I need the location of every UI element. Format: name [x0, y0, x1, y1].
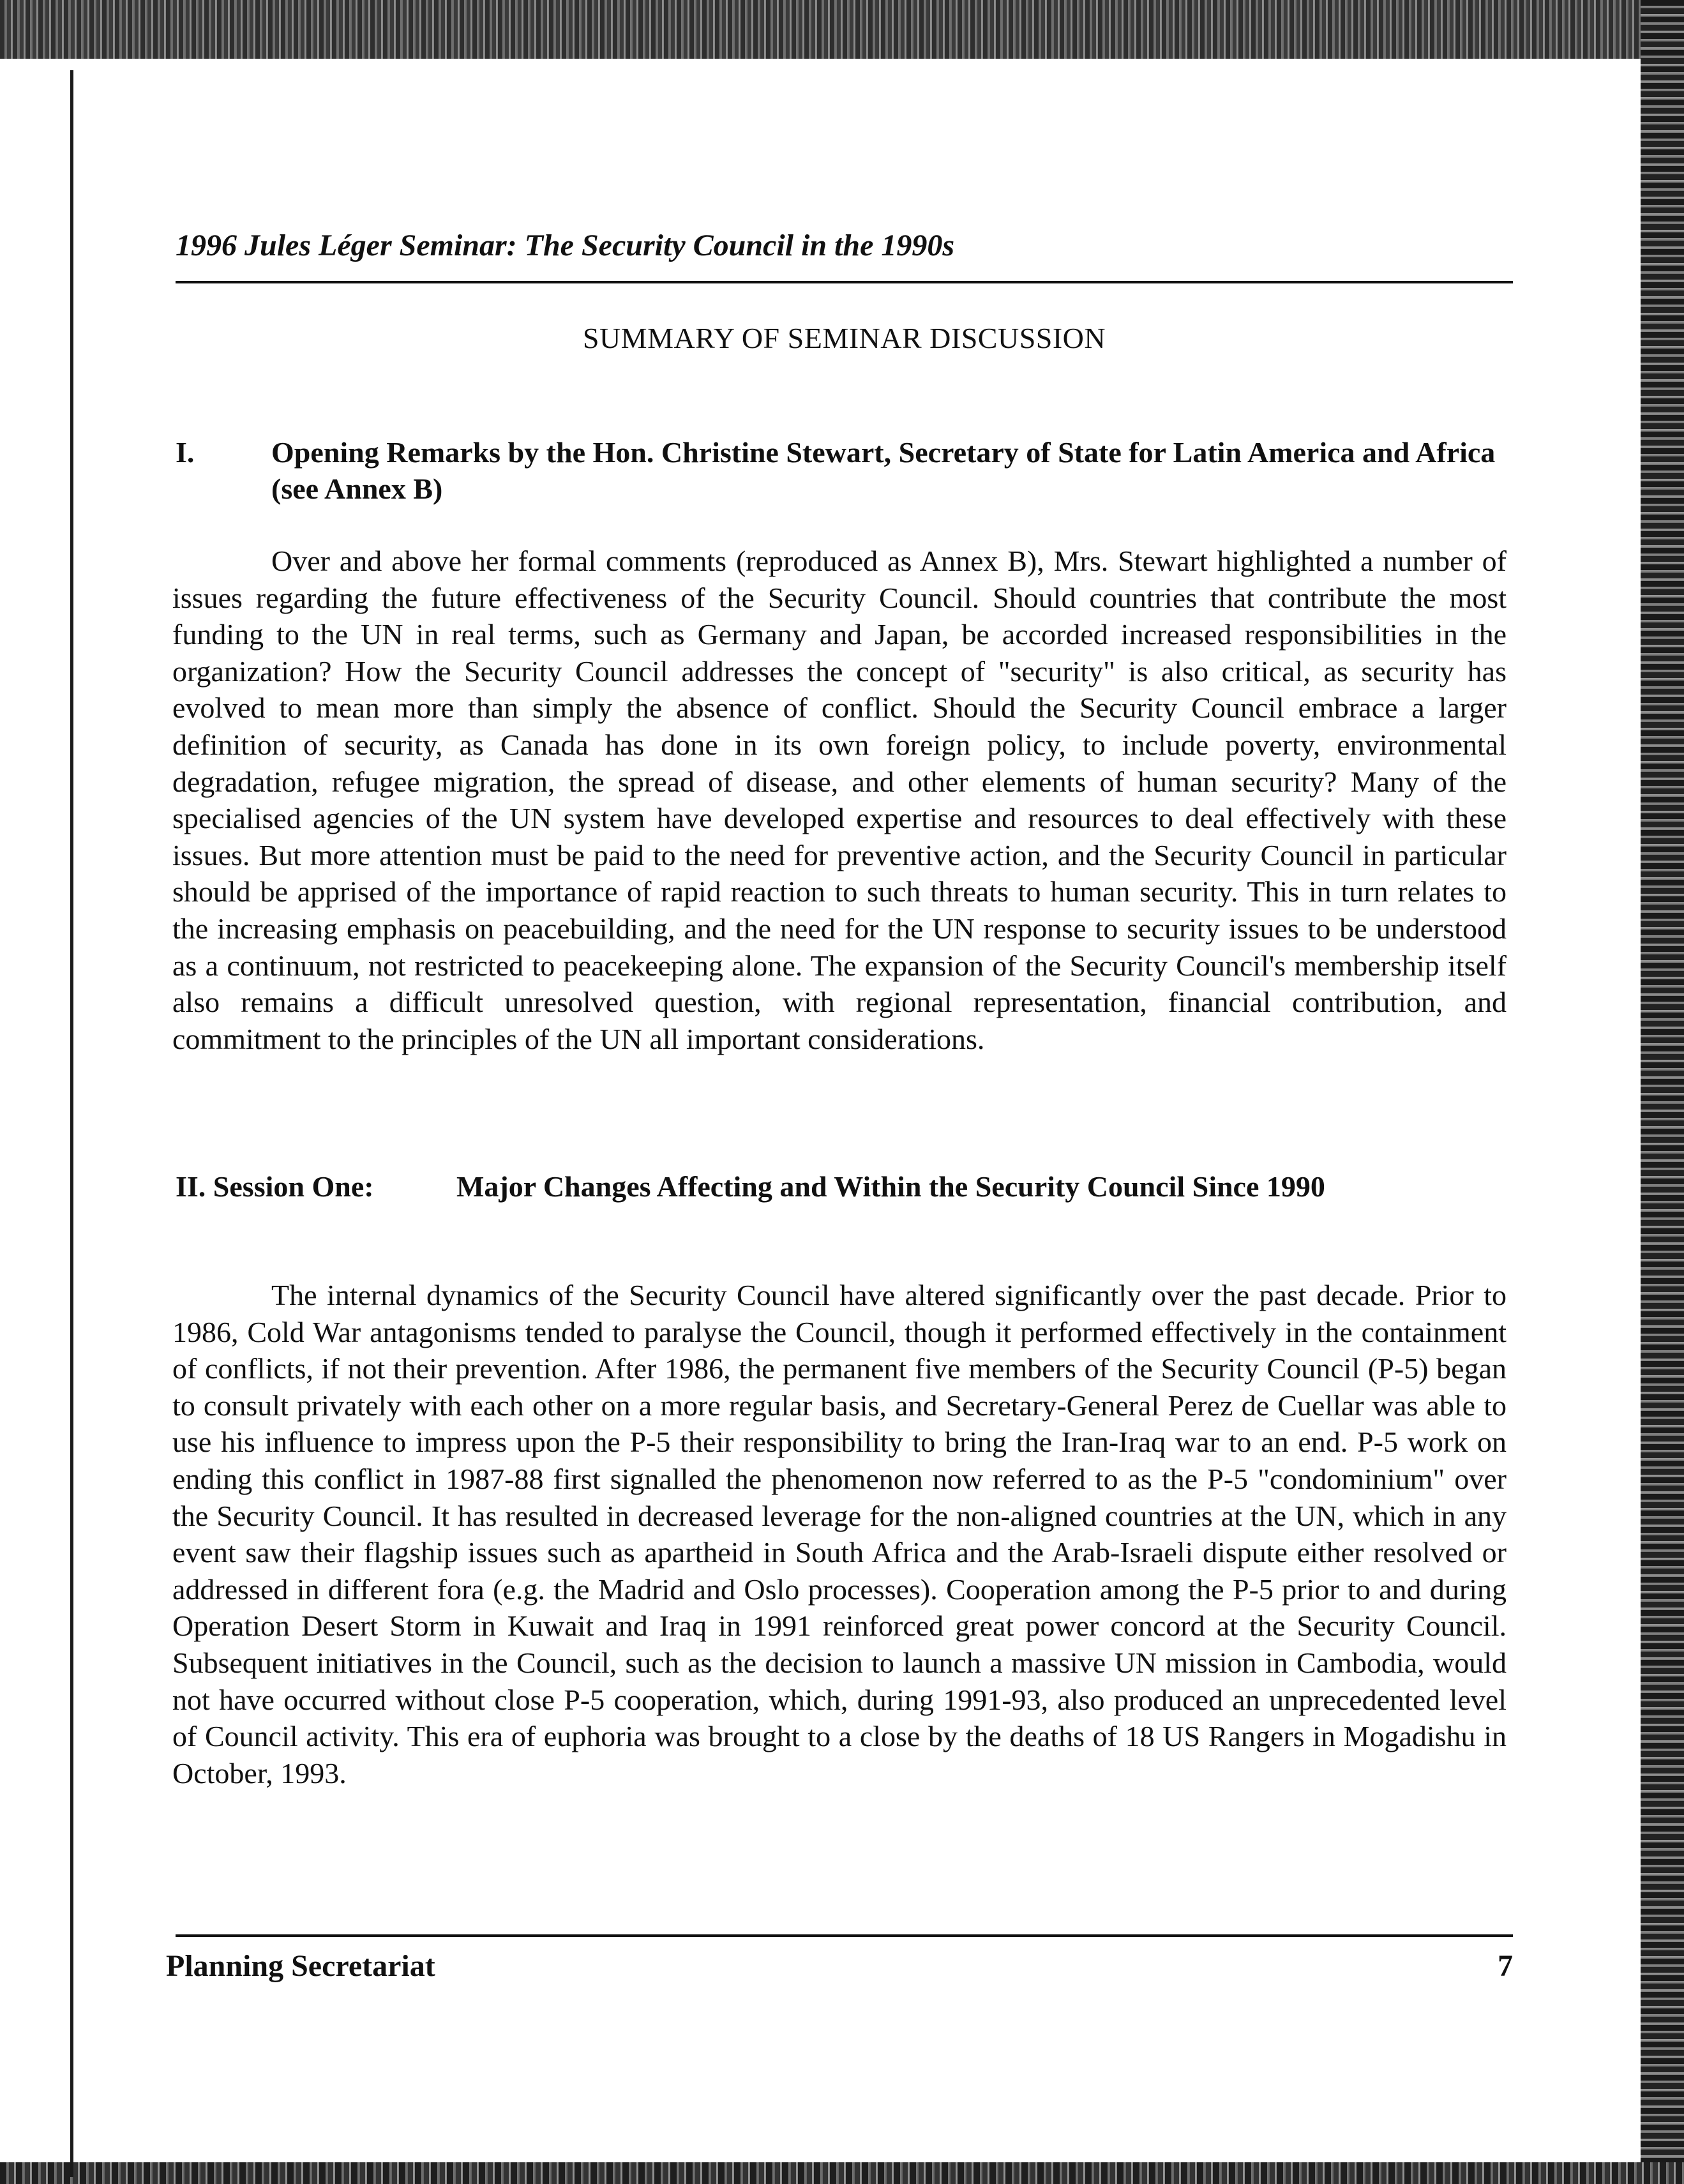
scan-border-top [0, 0, 1684, 59]
footer-rule [176, 1934, 1513, 1937]
section-1-number: I. [176, 436, 195, 469]
page-title: SUMMARY OF SEMINAR DISCUSSION [582, 322, 1106, 354]
running-header: 1996 Jules Léger Seminar: The Security Council in the 1990s [176, 229, 955, 262]
section-2-paragraph: The internal dynamics of the Security Council have altered significantly over the past decade. Prior to 1986, Cold War antagonisms tended to paralyse the Council, though it performed effectively in the containment of conflicts, if not their prevention. After 1986, the permanent five members of the Security Council (P-5) began to consult privately with each other on a more regular basis, and Secretary-General Perez de Cuellar was able to use his influence to impress upon the P-5 their responsibility to bring the Iran-Iraq war to an end. P-5 work on ending this conflict in 1987-88 first signalled the phenomenon now referred to as the P-5 "condominium" over the Security Council. It has resulted in decreased leverage for the non-aligned countries at the UN, which in any event saw their flagship issues such as apartheid in South Africa and the Arab-Israeli dispute either resolved or addressed in different fora (e.g. the Madrid and Oslo processes). Cooperation among the P-5 prior to and during Operation Desert Storm in Kuwait and Iraq in 1991 reinforced great power concord at the Security Council. Subsequent initiatives in the Council, such as the decision to launch a massive UN mission in Cambodia, would not have occurred without close P-5 cooperation, which, during 1991-93, also produced an unprecedented level of Council activity. This era of euphoria was brought to a close by the deaths of 18 US Rangers in Mogadishu in October, 1993. [172, 1279, 1507, 1789]
section-2-heading: Major Changes Affecting and Within the Security Council Since 1990 [456, 1170, 1325, 1203]
section-1-heading: Opening Remarks by the Hon. Christine Stewart, Secretary of State for Latin America and Africa (see Annex B) [271, 436, 1496, 505]
section-2-label: II. Session One: [176, 1170, 374, 1203]
scan-margin-line [70, 70, 73, 2177]
footer-organization: Planning Secretariat [166, 1949, 435, 1983]
page-number: 7 [1498, 1949, 1513, 1983]
scan-border-right [1641, 0, 1684, 2184]
scan-border-bottom [0, 2162, 1684, 2184]
section-1-paragraph: Over and above her formal comments (reproduced as Annex B), Mrs. Stewart highlighted a number of issues regarding the future effectiveness of the Security Council. Should countries that contribute the most funding to the UN in real terms, such as Germany and Japan, be accorded increased responsibilities in the organization? How the Security Council addresses the concept of "security" is also critical, as security has evolved to mean more than simply the absence of conflict. Should the Security Council embrace a larger definition of security, as Canada has done in its own foreign policy, to include poverty, environmental degradation, refugee migration, the spread of disease, and other elements of human security? Many of the specialised agencies of the UN system have developed expertise and resources to deal effectively with these issues. But more attention must be paid to the need for preventive action, and the Security Council in particular should be apprised of the importance of rapid reaction to such threats to human security. This in turn relates to the increasing emphasis on peacebuilding, and the need for the UN response to security issues to be understood as a continuum, not restricted to peacekeeping alone. The expansion of the Security Council's membership itself also remains a difficult unresolved question, with regional representation, financial contribution, and commitment to the principles of the UN all important considerations. [172, 545, 1507, 1055]
header-rule [176, 281, 1513, 283]
